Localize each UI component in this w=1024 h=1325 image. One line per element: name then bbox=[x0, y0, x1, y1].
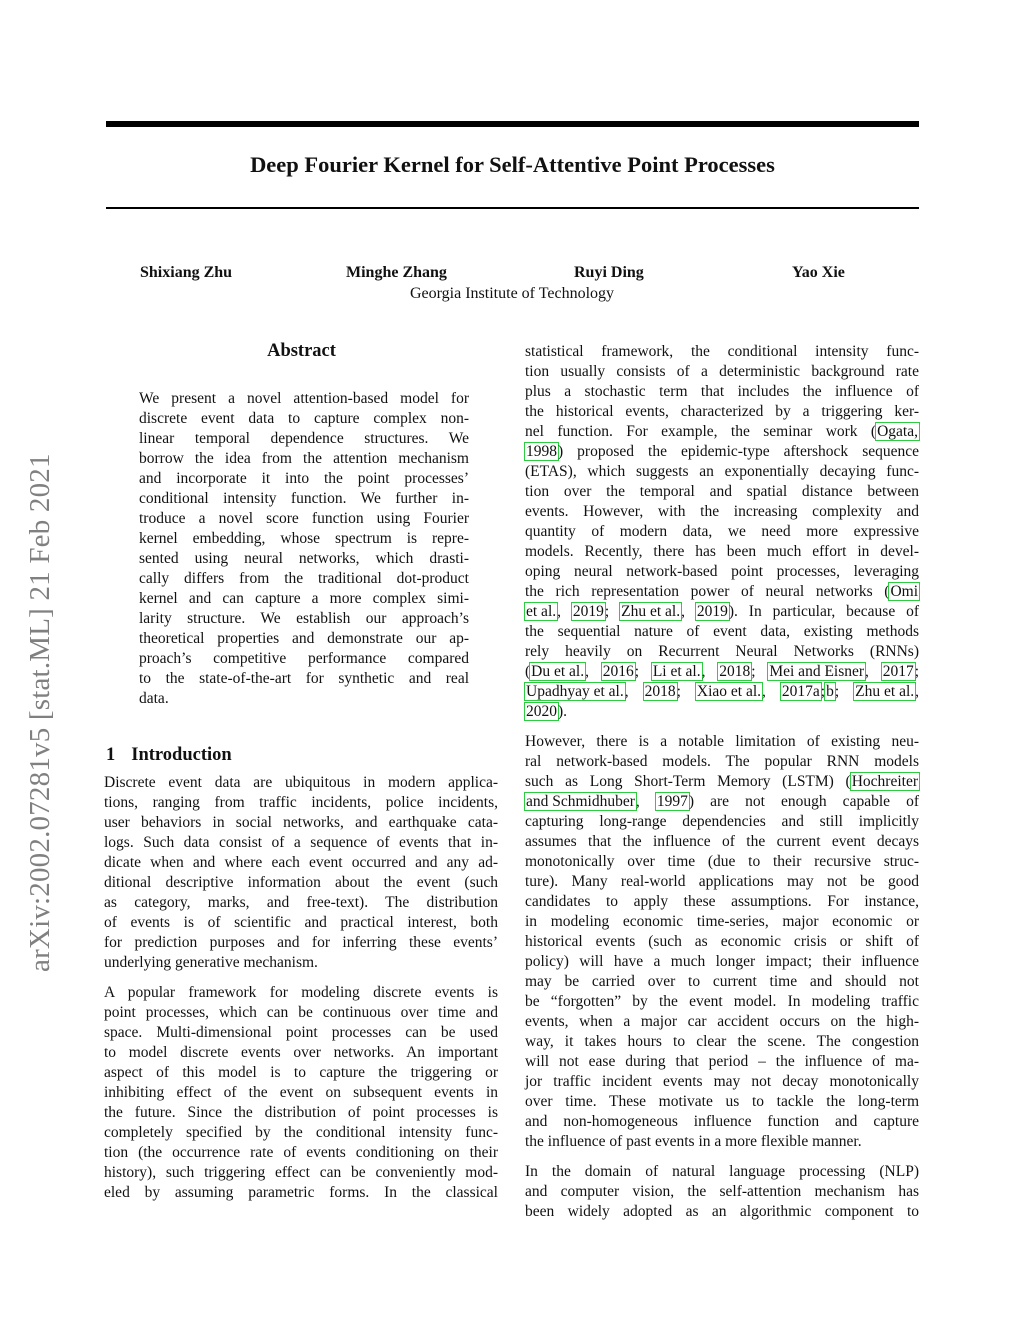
text-run: , bbox=[585, 663, 602, 680]
citation-link[interactable]: 2020 bbox=[526, 703, 557, 720]
citation-link[interactable]: Zhu et al. bbox=[855, 683, 915, 700]
paragraph-line: may be carried over to current time and should not bbox=[525, 973, 919, 990]
citation-link[interactable]: and Schmidhuber bbox=[526, 793, 635, 810]
arxiv-identifier: arXiv:2002.07281v5 [stat.ML] 21 Feb 2021 bbox=[24, 453, 56, 972]
citation-link[interactable]: 2018 bbox=[719, 663, 751, 680]
abstract-line: discrete event data to capture complex non- bbox=[139, 410, 469, 427]
paragraph-line bbox=[525, 602, 919, 622]
paragraph-line: ture). Many real-world applications may not be good bbox=[525, 873, 919, 890]
abstract-line: larity structure. We establish our approach’s bbox=[139, 610, 469, 627]
paragraph-line: events, when a major car accident occurs on the high- bbox=[525, 1013, 919, 1030]
text-run: ; bbox=[834, 683, 855, 700]
citation-link[interactable]: 2017a bbox=[781, 683, 820, 700]
citation-link[interactable]: b bbox=[826, 683, 834, 700]
citation-link[interactable]: 2016 bbox=[602, 663, 634, 680]
paragraph-line: In the domain of natural language processing (NLP) bbox=[525, 1163, 919, 1180]
citation-link[interactable]: Mei and Eisner bbox=[769, 663, 865, 680]
abstract-line: and incorporate it into the point processes’ bbox=[139, 470, 469, 487]
paragraph-line: tion over the temporal and spatial distance between bbox=[525, 483, 919, 500]
paragraph-line: tion usually consists of a deterministic background rate bbox=[525, 363, 919, 380]
paragraph-line: jor traffic incident events may not decay monotonically bbox=[525, 1073, 919, 1090]
top-rule bbox=[106, 121, 919, 127]
citation-link[interactable]: 1997 bbox=[656, 793, 688, 810]
paragraph-line: candidates to apply these assumptions. For instance, bbox=[525, 893, 919, 910]
abstract-line: kernel and can capture a more complex simi- bbox=[139, 590, 469, 607]
paragraph-line: and computer vision, the self-attention mechanism has bbox=[525, 1183, 919, 1200]
text-run: , bbox=[624, 683, 644, 700]
paragraph-line: capturing long-range dependencies and still implicitly bbox=[525, 813, 919, 830]
author-name: Ruyi Ding bbox=[574, 264, 644, 281]
paragraph-line bbox=[525, 792, 919, 812]
paragraph-line: the influence of past events in a more flexible manner. bbox=[525, 1133, 862, 1150]
paragraph-line: aspect of this model is to capture the triggering or bbox=[104, 1064, 498, 1081]
paragraph-line: point processes, which can be continuous over time and bbox=[104, 1004, 498, 1021]
citation-link[interactable]: Upadhyay et al. bbox=[526, 683, 624, 700]
paragraph-line: logs. Such data consist of a sequence of events that in- bbox=[104, 834, 498, 851]
citation-link[interactable]: Du et al. bbox=[531, 663, 585, 680]
paragraph-line: will not ease during that period – the influence of ma- bbox=[525, 1053, 919, 1070]
paragraph-line: monotonically over time (due to their recursive struc- bbox=[525, 853, 919, 870]
abstract-heading: Abstract bbox=[267, 341, 336, 361]
citation-link[interactable]: 2019 bbox=[572, 603, 604, 620]
abstract-line: theoretical properties and demonstrate our ap- bbox=[139, 630, 469, 647]
title-rule bbox=[106, 207, 919, 209]
paragraph-line: tions, ranging from traffic incidents, police incidents, bbox=[104, 794, 498, 811]
paragraph-line: plus a stochastic term that includes the influence of bbox=[525, 383, 919, 400]
paragraph-line: in modeling economic time-series, major economic or bbox=[525, 913, 919, 930]
paragraph-line: as category, marks, and free-text). The distribution bbox=[104, 894, 498, 911]
text-run: , bbox=[557, 603, 572, 620]
abstract-body bbox=[139, 389, 469, 709]
paragraph-line: the future. Since the distribution of point processes is bbox=[104, 1104, 498, 1121]
right-column bbox=[525, 342, 919, 1222]
author-name: Yao Xie bbox=[792, 264, 845, 281]
paragraph-line: However, there is a notable limitation of existing neu- bbox=[525, 733, 919, 750]
citation-link[interactable]: et al. bbox=[526, 603, 557, 620]
text-run: ; bbox=[604, 603, 621, 620]
citation-link[interactable]: 2017 bbox=[882, 663, 914, 680]
paragraph-line: the sequential nature of event data, existing methods bbox=[525, 623, 919, 640]
paragraph-line bbox=[525, 422, 919, 442]
paragraph-line: user behaviors in social networks, and earthquake cata- bbox=[104, 814, 498, 831]
paragraph-line: history), such triggering effect can be conveniently mod- bbox=[104, 1164, 498, 1181]
paragraph-line bbox=[525, 682, 919, 702]
abstract-line: to the state-of-the-art for synthetic and real bbox=[139, 670, 469, 687]
abstract-line: data. bbox=[139, 690, 169, 707]
paragraph-line: Discrete event data are ubiquitous in modern applica- bbox=[104, 774, 498, 791]
paragraph-line: space. Multi-dimensional point processes can be used bbox=[104, 1024, 498, 1041]
paragraph-line: underlying generative mechanism. bbox=[104, 954, 318, 971]
paragraph-line: ditional descriptive information about the event (such bbox=[104, 874, 498, 891]
paragraph-line: tion (the occurrence rate of events conditioning on their bbox=[104, 1144, 498, 1161]
text-run: , bbox=[915, 683, 920, 700]
paragraph-line bbox=[525, 772, 919, 792]
text-run: , bbox=[762, 683, 781, 700]
section-number: 1 bbox=[106, 745, 116, 765]
citation-link[interactable]: Ogata, bbox=[877, 423, 918, 440]
paragraph-line: events. However, with the increasing complexity and bbox=[525, 503, 919, 520]
text-run: ) are not enough capable of bbox=[688, 793, 919, 810]
citation-link[interactable]: Omi bbox=[890, 583, 918, 600]
paragraph-line: ral network-based models. The popular RNN models bbox=[525, 753, 919, 770]
paragraph-line: over time. These motivate us to tackle the long-term bbox=[525, 1093, 919, 1110]
abstract-line: cally differs from the traditional dot-product bbox=[139, 570, 469, 587]
text-run: ). bbox=[558, 703, 568, 720]
text-run: ( bbox=[525, 663, 531, 680]
paragraph-line: oping neural network-based point processes, leveraging bbox=[525, 563, 919, 580]
author-name: Minghe Zhang bbox=[346, 264, 447, 281]
text-run: ; bbox=[634, 663, 652, 680]
citation-link[interactable]: Li et al. bbox=[652, 663, 701, 680]
paragraph-line: completely specified by the conditional intensity func- bbox=[104, 1124, 498, 1141]
abstract-line: conditional intensity function. We further in- bbox=[139, 490, 469, 507]
affiliation: Georgia Institute of Technology bbox=[409, 285, 615, 302]
paragraph-line bbox=[525, 442, 919, 462]
abstract-line: We present a novel attention-based model for bbox=[139, 390, 469, 407]
text-run: ; bbox=[820, 683, 826, 700]
paragraph-line bbox=[525, 662, 919, 682]
paragraph-line: dicate when and where each event occurred and any ad- bbox=[104, 854, 498, 871]
abstract-line: proach’s competitive performance compared bbox=[139, 650, 469, 667]
text-run: the rich representation power of neural networks ( bbox=[525, 583, 890, 600]
text-run: , bbox=[865, 663, 882, 680]
paragraph-line: eled by assuming parametric forms. In the classical bbox=[104, 1184, 498, 1201]
paragraph-line: models. Recently, there has been much effort in devel- bbox=[525, 543, 919, 560]
text-run: such as Long Short-Term Memory (LSTM) ( bbox=[525, 773, 851, 790]
paragraph-line: to model discrete events over networks. An important bbox=[104, 1044, 498, 1061]
paragraph-line: A popular framework for modeling discrete events is bbox=[104, 984, 498, 1001]
paragraph-line: of events is of scientific and practical interest, both bbox=[104, 914, 498, 931]
paragraph-line: quantity of modern data, we need more expressive bbox=[525, 523, 919, 540]
paragraph-line: rely heavily on Recurrent Neural Networks (RNNs) bbox=[525, 643, 919, 660]
section-title: Introduction bbox=[131, 745, 232, 765]
author-name: Shixiang Zhu bbox=[140, 264, 233, 281]
text-run: ; bbox=[676, 683, 696, 700]
text-run: ; bbox=[751, 663, 769, 680]
left-column bbox=[104, 773, 498, 1203]
paragraph-line: historical events (such as economic crisis or shift of bbox=[525, 933, 919, 950]
paragraph-line bbox=[525, 702, 919, 722]
abstract-line: kernel embedding, whose spectrum is repre- bbox=[139, 530, 469, 547]
section-heading bbox=[106, 742, 232, 768]
paragraph-line: and non-homogeneous influence function and capture bbox=[525, 1113, 919, 1130]
text-run: , bbox=[681, 603, 696, 620]
citation-link[interactable]: 2019 bbox=[696, 603, 728, 620]
citation-link[interactable]: 1998 bbox=[526, 443, 557, 460]
paragraph-line: been widely adopted as an algorithmic component to bbox=[525, 1203, 919, 1220]
paragraph-line: policy) will have a much longer impact; their influence bbox=[525, 953, 919, 970]
paragraph-line: statistical framework, the conditional intensity func- bbox=[525, 343, 919, 360]
paragraph-line: way, it takes hours to clear the scene. The congestion bbox=[525, 1033, 919, 1050]
citation-link[interactable]: Hochreiter bbox=[851, 773, 918, 790]
text-run: ). In particular, because of bbox=[728, 603, 920, 620]
paragraph-line bbox=[525, 582, 919, 602]
citation-link[interactable]: 2018 bbox=[644, 683, 676, 700]
text-run: ) proposed the epidemic-type aftershock sequence bbox=[558, 443, 919, 460]
citation-link[interactable]: Xiao et al. bbox=[696, 683, 762, 700]
paragraph-line: be “forgotten” by the event model. In modeling traffic bbox=[525, 993, 919, 1010]
paragraph-line: inhibiting effect of the event on subsequent events in bbox=[104, 1084, 498, 1101]
abstract-line: borrow the idea from the attention mechanism bbox=[139, 450, 469, 467]
abstract-line: linear temporal dependence structures. We bbox=[139, 430, 469, 447]
text-run: ; bbox=[914, 663, 919, 680]
abstract-line: troduce a novel score function using Fourier bbox=[139, 510, 469, 527]
paragraph-line: assumes that the influence of the current event decays bbox=[525, 833, 919, 850]
abstract-line: sented using neural networks, which drasti- bbox=[139, 550, 469, 567]
paragraph-line: (ETAS), which suggests an exponentially decaying func- bbox=[525, 463, 919, 480]
paper-title: Deep Fourier Kernel for Self-Attentive Point Processes bbox=[250, 152, 775, 177]
text-run: , bbox=[701, 663, 719, 680]
paragraph-line: for prediction purposes and for inferring these events’ bbox=[104, 934, 498, 951]
text-run: , bbox=[635, 793, 656, 810]
text-run: nel function. For example, the seminar work ( bbox=[525, 423, 877, 440]
citation-link[interactable]: Zhu et al. bbox=[621, 603, 681, 620]
paragraph-line: the historical events, characterized by a triggering ker- bbox=[525, 403, 919, 420]
